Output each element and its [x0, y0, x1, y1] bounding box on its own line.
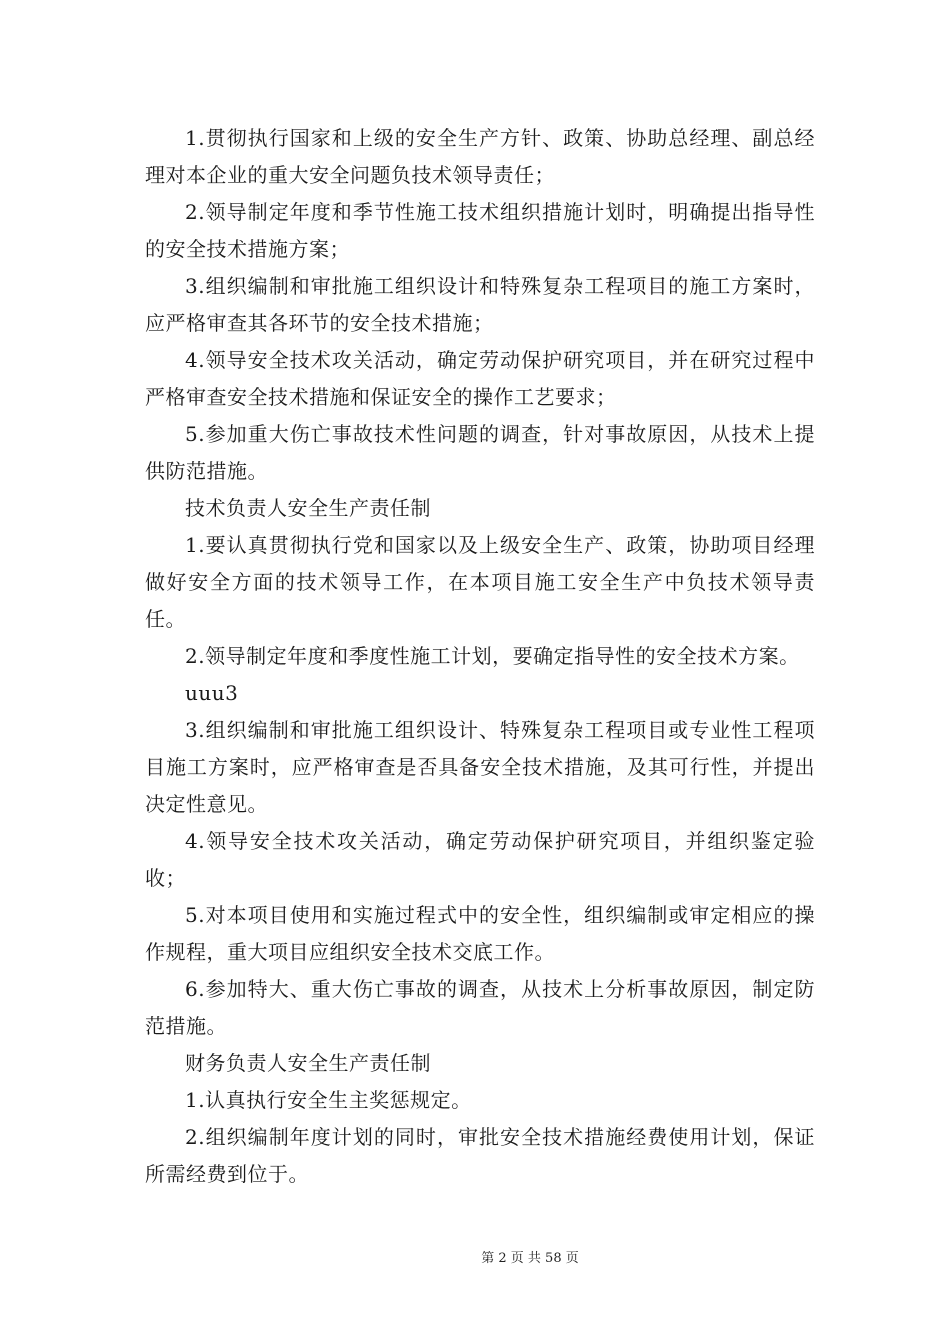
paragraph: 2.领导制定年度和季度性施工计划，要确定指导性的安全技术方案。 — [185, 644, 800, 668]
paragraph: 2.组织编制年度计划的同时，审批安全技术措施经费使用计划，保证所需经费到位于。 — [145, 1125, 815, 1186]
section-heading: 技术负责人安全生产责任制 — [185, 496, 431, 520]
paragraph: 5.参加重大伤亡事故技术性问题的调查，针对事故原因，从技术上提供防范措施。 — [145, 422, 815, 483]
paragraph: 4.领导安全技术攻关活动，确定劳动保护研究项目，并组织鉴定验收； — [145, 829, 815, 890]
paragraph: 2.领导制定年度和季节性施工技术组织措施计划时，明确提出指导性的安全技术措施方案； — [145, 200, 815, 261]
paragraph: uuu3 — [185, 681, 239, 705]
paragraph: 3.组织编制和审批施工组织设计和特殊复杂工程项目的施工方案时，应严格审查其各环节的安全技术措施； — [145, 274, 815, 335]
paragraph: 1.要认真贯彻执行党和国家以及上级安全生产、政策，协助项目经理做好安全方面的技术领导工作，在本项目施工安全生产中负技术领导责任。 — [145, 533, 815, 631]
paragraph: 5.对本项目使用和实施过程式中的安全性，组织编制或审定相应的操作规程，重大项目应组织安全技术交底工作。 — [145, 903, 815, 964]
paragraph: 1.贯彻执行国家和上级的安全生产方针、政策、协助总经理、副总经理对本企业的重大安全问题负技术领导责任； — [145, 126, 815, 187]
paragraph: 3.组织编制和审批施工组织设计、特殊复杂工程项目或专业性工程项目施工方案时，应严格审查是否具备安全技术措施，及其可行性，并提出决定性意见。 — [145, 718, 815, 816]
page-number: 第 2 页 共 58 页 — [481, 1251, 579, 1266]
document-body — [145, 120, 815, 1193]
paragraph: 1.认真执行安全生主奖惩规定。 — [185, 1088, 472, 1112]
section-heading: 财务负责人安全生产责任制 — [185, 1051, 431, 1075]
paragraph: 6.参加特大、重大伤亡事故的调查，从技术上分析事故原因，制定防范措施。 — [145, 977, 815, 1038]
paragraph: 4.领导安全技术攻关活动，确定劳动保护研究项目，并在研究过程中严格审查安全技术措施和保证安全的操作工艺要求； — [145, 348, 815, 409]
